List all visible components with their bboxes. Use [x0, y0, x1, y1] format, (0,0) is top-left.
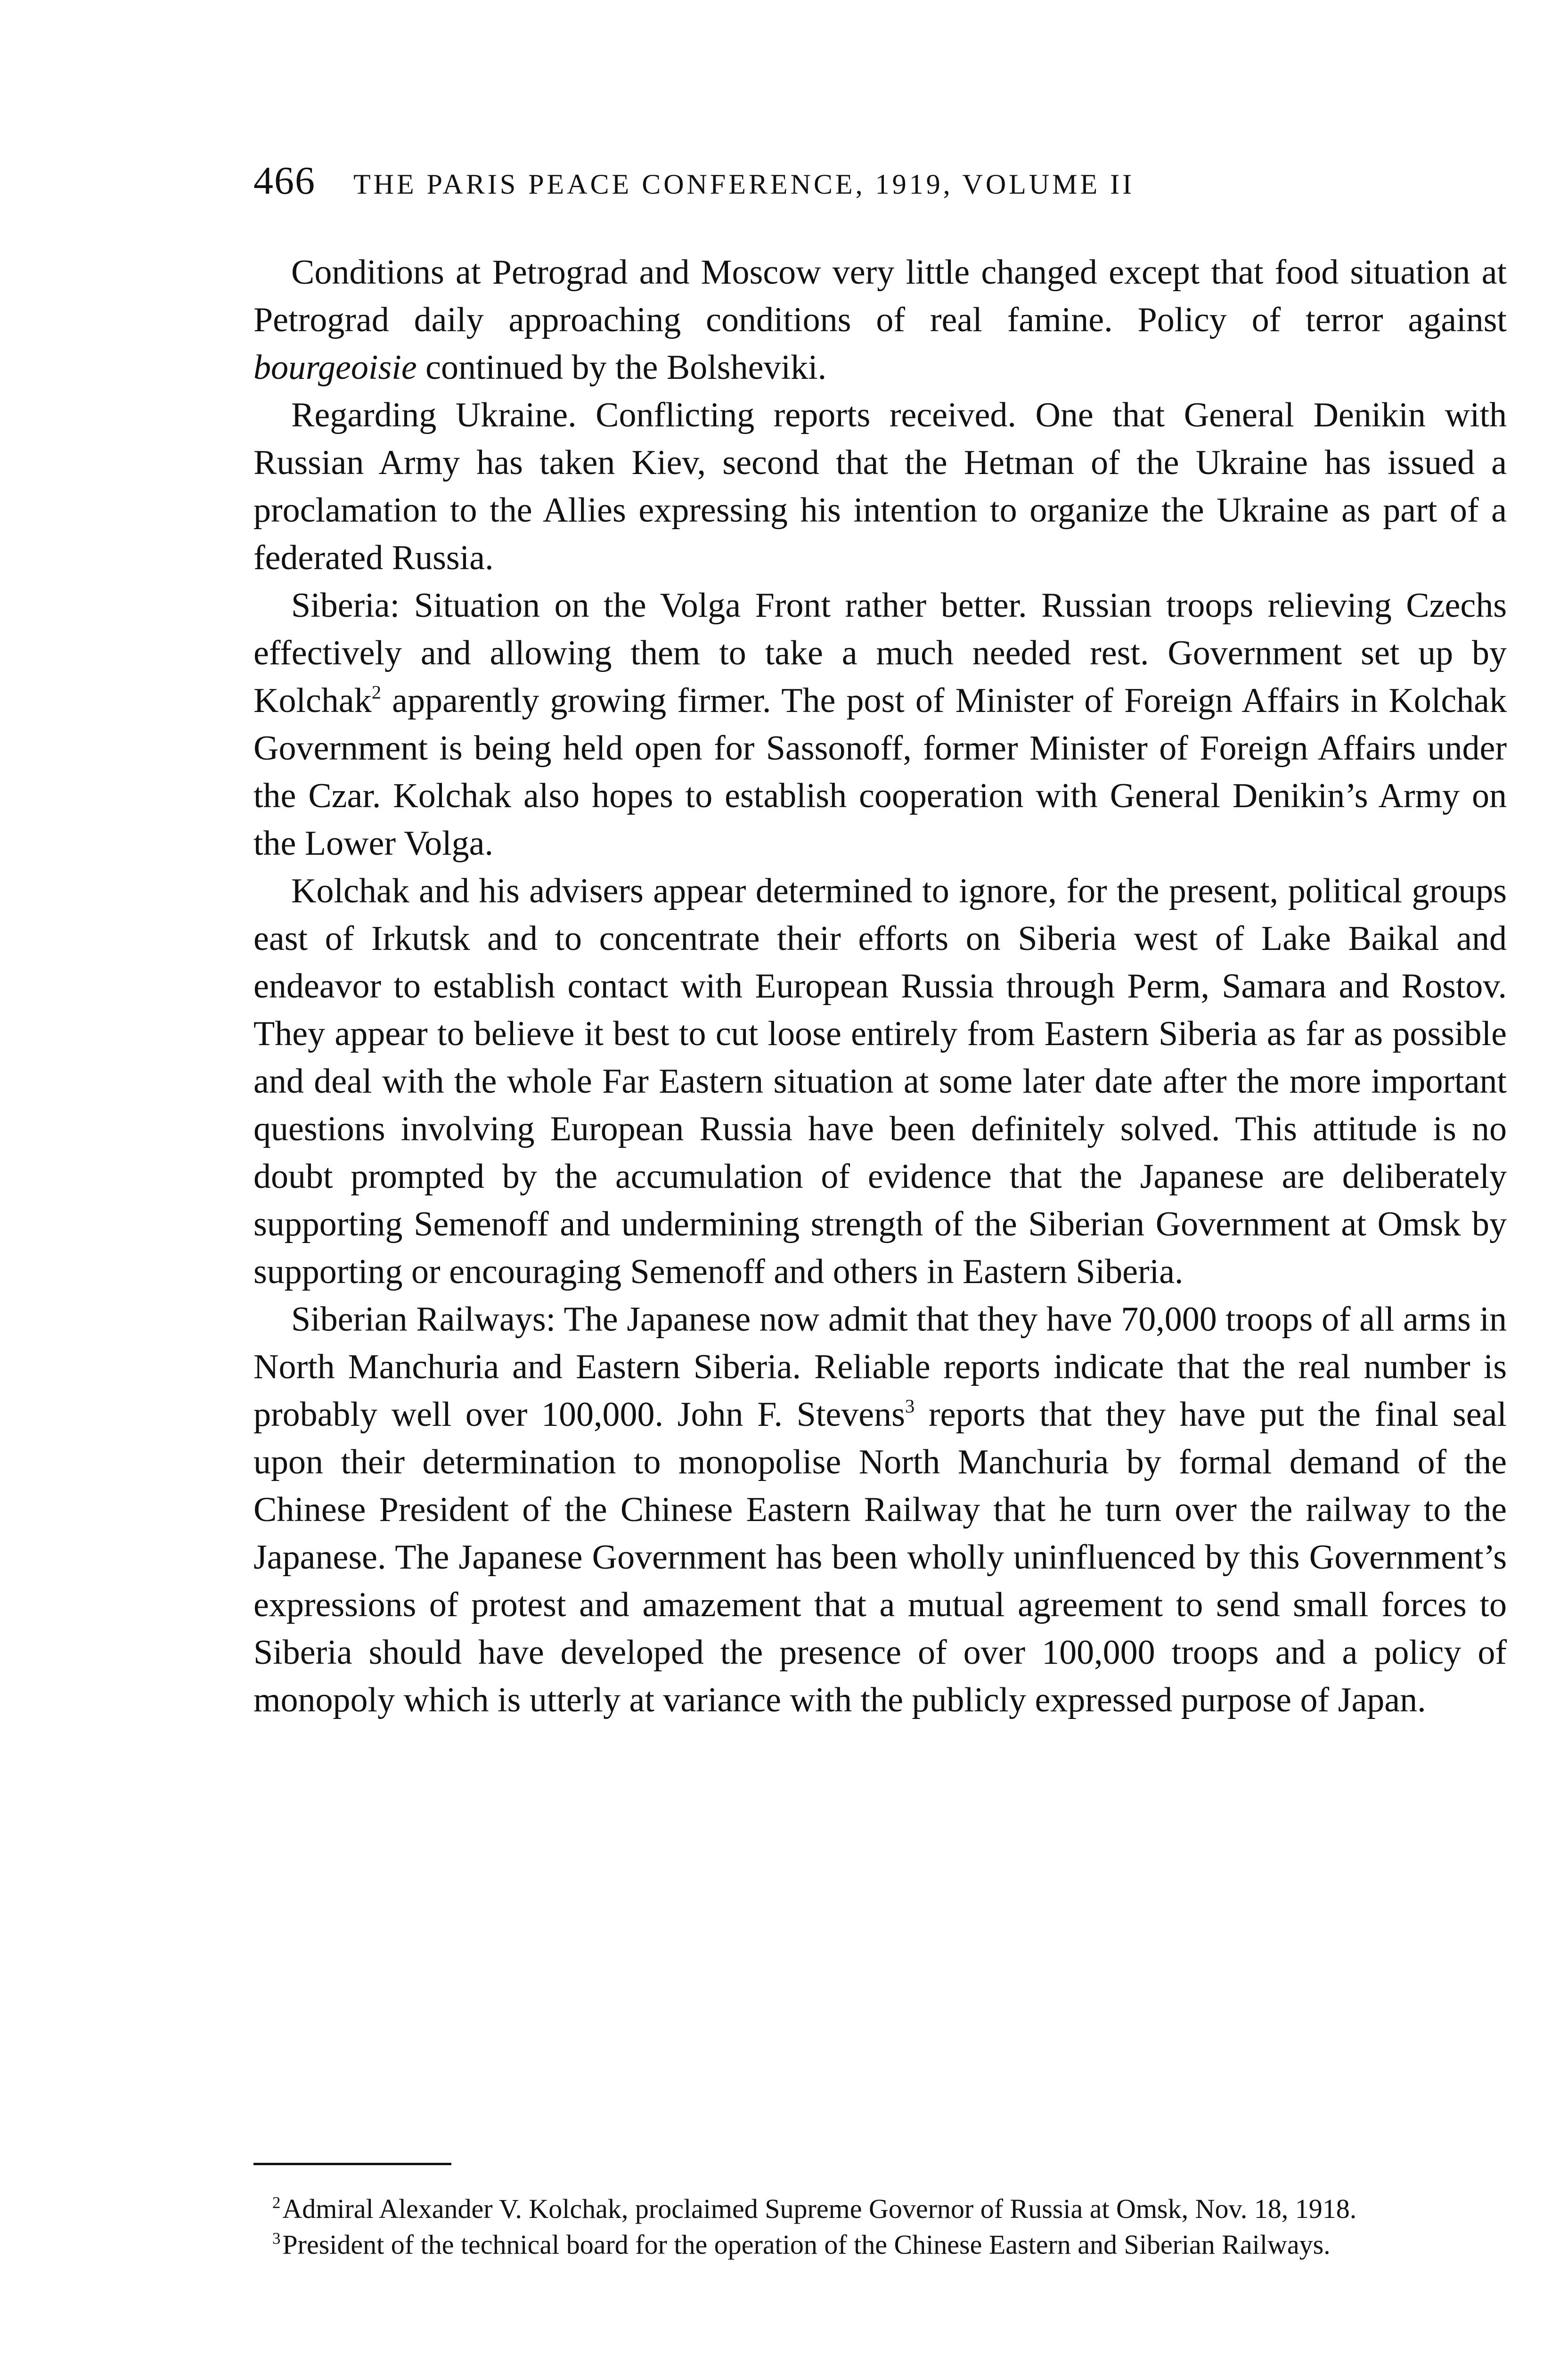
paragraph-text: Siberia: Situation on the Volga Front rather better. Russian troops relieving Czechs effectively and allowing them to take a much needed rest. Government set up by Kolchak [253, 586, 1507, 720]
paragraph-text: continued by the Bolsheviki. [425, 348, 827, 387]
body-text [253, 249, 1507, 1724]
running-head [253, 158, 1507, 205]
footnote-text: President of the technical board for the operation of the Chinese Eastern and Siberian Railways. [282, 2229, 1331, 2260]
paragraph-conditions [253, 249, 1507, 392]
paragraph-ukraine: Regarding Ukraine. Conflicting reports received. One that General Denikin with Russian Army has taken Kiev, second that the Hetman of the Ukraine has issued a proclamation to the Allies expressing his intention to organize the Ukraine as part of a federated Russia. [253, 396, 1507, 577]
footnote-reference: 3 [905, 1395, 915, 1417]
footnote [253, 2227, 1507, 2263]
paragraph-text: reports that they have put the final seal upon their determination to monopolise North Manchuria by formal demand of the Chinese President of the Chinese Eastern Railway that he turn over the railway to the Japanese. The Japanese Government has been wholly uninfluenced by this Government’s expressions of protest and amazement that a mutual agreement to send small forces to Siberia should have developed the presence of over 100,000 troops and a policy of monopoly which is utterly at variance with the publicly expressed purpose of Japan. [253, 1395, 1507, 1719]
footnote-reference: 2 [371, 681, 382, 703]
paragraph-text: apparently growing firmer. The post of Minister of Foreign Affairs in Kolchak Government is being held open for Sassonoff, former Minister of Foreign Affairs under the Czar. Kolchak also hopes to establish cooperation with General Denikin’s Army on the Lower Volga. [253, 681, 1507, 863]
paragraph-text: Siberian Railways: The Japanese now admit that they have 70,000 troops of all arms in North Manchuria and Eastern Siberia. Reliable reports indicate that the real number is probably well over 100,000. John F. Stevens [253, 1300, 1507, 1434]
running-title: THE PARIS PEACE CONFERENCE, 1919, VOLUME II [353, 169, 1135, 200]
footnote-text: Admiral Alexander V. Kolchak, proclaimed Supreme Governor of Russia at Omsk, Nov. 18, 1918. [282, 2193, 1357, 2224]
footnote-mark: 3 [272, 2229, 281, 2248]
italic-term: bourgeoisie [253, 348, 417, 387]
footnote-rule [253, 2163, 451, 2165]
page-number: 466 [253, 159, 316, 203]
paragraph-kolchak: Kolchak and his advisers appear determined to ignore, for the present, political groups east of Irkutsk and to concentrate their efforts on Siberia west of Lake Baikal and endeavor to establish contact with European Russia through Perm, Samara and Rostov. They appear to believe it best to cut loose entirely from Eastern Siberia as far as possible and deal with the whole Far Eastern situation at some later date after the more important questions involving European Russia have been definitely solved. This attitude is no doubt prompted by the accumulation of evidence that the Japanese are deliberately supporting Semenoff and undermining strength of the Siberian Government at Omsk by supporting or encouraging Semenoff and others in Eastern Siberia. [253, 872, 1507, 1291]
paragraph-siberia [253, 582, 1507, 867]
footnote [253, 2191, 1507, 2227]
paragraph-railways [253, 1296, 1507, 1724]
footnotes [253, 2191, 1507, 2263]
footnote-mark: 2 [272, 2193, 281, 2212]
paragraph-text: Conditions at Petrograd and Moscow very little changed except that food situation at Petrograd daily approaching conditions of real famine. Policy of terror against [253, 253, 1507, 339]
